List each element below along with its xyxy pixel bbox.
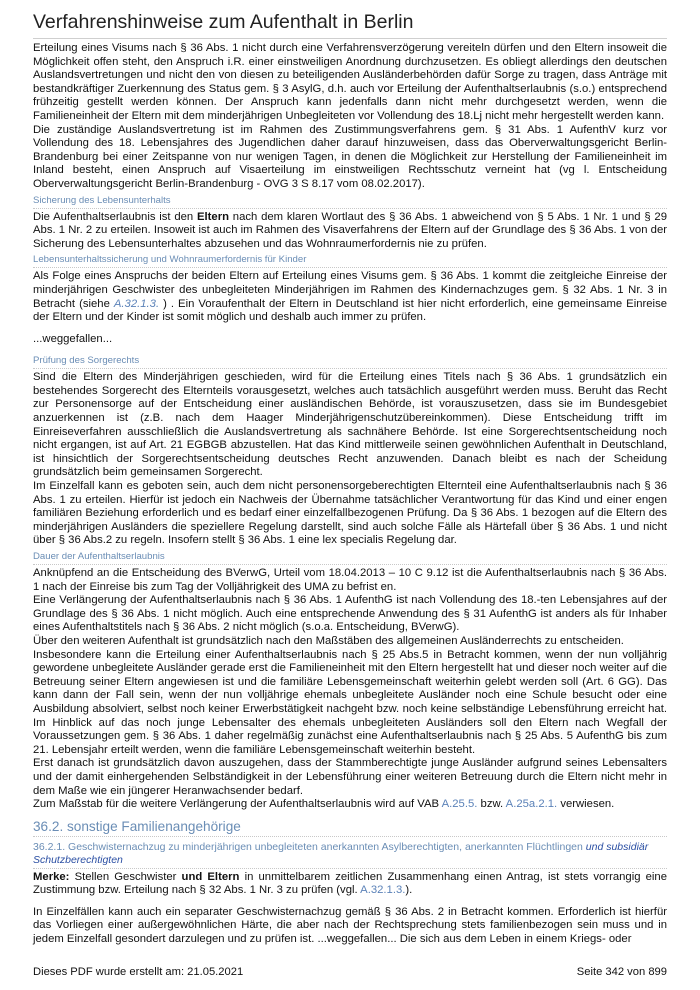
bold-text: Eltern <box>197 210 230 223</box>
merke-label: Merke: <box>33 870 70 883</box>
dauer-paragraph-5: Erst danach ist grundsätzlich davon auszugehen, dass der Stammberechtigte junge Ausländer aufgrund seines Lebensalters und der damit einhergehenden Selbständigkeit in der Lebensführung einer weiteren Betreuung durch die Eltern nicht mehr in dem Maße wie ein jüngerer Heranwachsender bedarf. <box>33 757 667 797</box>
dauer-paragraph-4: Insbesondere kann die Erteilung einer Aufenthaltserlaubnis nach § 25 Abs.5 in Betracht kommen, wenn der nun volljährig gewordene unbegleitete Ausländer gerade erst die Familieneinheit mit den Eltern hergestellt hat und dieser noch weiter auf die Betreuung seiner Eltern angewiesen ist und die familiäre Lebensgemeinschaft weiterhin gelebt werden soll (Art. 6 GG). Das kann dann der Fall sein, wenn der nun volljährige ehemals unbegleitete Ausländer noch eine Schule besucht oder eine Ausbildung absolviert, selbst noch keiner Erwerbstätigkeit nachgeht bzw. noch keine selbständige Lebensführung erreicht hat. Im Hinblick auf das noch junge Lebensalter des ehemals unbegleiteten Ausländers soll den Eltern nach Wegfall der Voraussetzungen gem. § 36 Abs. 1 daher regelmäßig zunächst eine Aufenthaltserlaubnis nach § 25 Abs. 5 AufenthG bis zum 21. Lebensjahr erteilt werden, wenn die familiäre Lebensgemeinschaft weiterhin besteht. <box>33 648 667 756</box>
geschwister-paragraph: In Einzelfällen kann auch ein separater Geschwisternachzug gemäß § 36 Abs. 2 in Betracht kommen. Erforderlich ist hierfür das Vorliegen einer außergewöhnlichen Härte, die aber nach der Rechtsprechung stets familienbezogen sein muss und in jedem Einzelfall gesondert darzulegen und zu prüfen ist. ...weggefallen... Die sich aus dem Leben in einem Kriegs- oder <box>33 905 667 946</box>
section-heading-kinder: Lebensunterhaltssicherung und Wohnraumerfordernis für Kinder <box>33 254 307 266</box>
section-divider <box>33 208 667 209</box>
section-divider <box>33 868 667 869</box>
dauer-paragraph-3: Über den weiteren Aufenthalt ist grundsätzlich nach den Maßstäben des allgemeinen Ausländerrechts zu entscheiden. <box>33 634 624 647</box>
removed-note: ...weggefallen... <box>33 332 113 345</box>
link-a-32-1-3[interactable]: A.32.1.3. <box>113 297 160 310</box>
dauer-paragraph-6 <box>33 798 667 812</box>
spacer <box>33 898 667 906</box>
text-run: bzw. <box>477 798 506 811</box>
link-a-25-5[interactable]: A.25.5. <box>441 798 478 811</box>
page-title: Verfahrenshinweise zum Aufenthalt in Berlin <box>33 11 414 33</box>
dauer-paragraph-1: Anknüpfend an die Entscheidung des BVerwG, Urteil vom 18.04.2013 – 10 C 9.12 ist die Aufenthaltserlaubnis nach § 36 Abs. 1 nach der Einreise bis zum Tag der Volljährigkeit des UMA zu befrist en. <box>33 567 667 593</box>
section-heading-lebensunterhalt: Sicherung des Lebensunterhalts <box>33 194 171 206</box>
text-run: Stellen Geschwister <box>69 870 182 883</box>
section-heading-sorgerecht: Prüfung des Sorgerechts <box>33 355 140 367</box>
text-run: Zum Maßstab für die weitere Verlängerung der Aufenthaltserlaubnis wird auf VAB <box>33 798 442 811</box>
spacer <box>33 346 667 352</box>
kinder-paragraph <box>33 270 667 324</box>
link-a-32-1-3[interactable]: A.32.1.3. <box>360 884 406 897</box>
section-divider <box>33 267 667 268</box>
subsection-heading-36-2-1 <box>33 841 667 867</box>
text-run: in unmittelbarem zeitlichen Zusammenhang einen Antrag, ist stets vorrangig eine Zustimmung bzw. Erteilung nach § 32 Abs. 1 Nr. 3 zu prüfen (vgl. <box>33 870 667 897</box>
text-run: Als Folge eines Anspruchs der beiden Eltern auf Erteilung eines Visums gem. § 36 Abs. 1 kommt die zeitgleiche Einreise der minderjährigen Geschwister des unbegleiteten Minderjährigen im Rahmen des Kindernachzuges gem. § 32 Abs. 1 Nr. 3 in Betracht (siehe <box>33 270 667 310</box>
text-run: nach dem klaren Wortlaut des § 36 Abs. 1 abweichend von § 5 Abs. 1 Nr. 1 und § 29 Abs. 1 Nr. 2 zu erteilen. Insoweit ist auch im Rahmen des Visaverfahrens der Eltern auf der Grundlage des § 36 Abs. 1 von der Sicherung des Lebensunterhaltes abzusehen und das Wohnraumerfordernis nie zu prüfen. <box>33 210 667 250</box>
section-divider <box>33 836 667 837</box>
bold-text: und Eltern <box>181 870 240 883</box>
link-a-25a-2-1[interactable]: A.25a.2.1. <box>505 798 558 811</box>
text-run: ) . Ein Voraufenthalt der Eltern in Deutschland ist hier nicht erforderlich, eine gemeinsame Einreise der Eltern und der Kinder ist somit möglich und deshalb auch immer zu prüfen. <box>33 297 667 324</box>
page-number: Seite 342 von 899 <box>576 966 667 978</box>
text-run: verwiesen. <box>557 798 615 811</box>
sorgerecht-paragraph-2: Im Einzelfall kann es geboten sein, auch dem nicht personensorgeberechtigten Elternteil eine Aufenthaltserlaubnis nach § 36 Abs. 1 zu erteilen. Hierfür ist jedoch ein Nachweis der Übernahme tatsächlicher Verantwortung für das Kind und einer engen familiären Beziehung erforderlich und es bedarf einer einzelfallbezogenen Prüfung. Da § 36 Abs. 1 bezogen auf die Eltern des minderjährigen Ausländers die speziellere Regelung darstellt, sind auch solche Fälle als Härtefall über § 36 Abs. 1 und nicht über § 36 Abs.2 zu regeln. Insofern stellt § 36 Abs. 1 eine lex specialis Regelung dar. <box>33 480 667 547</box>
sorgerecht-paragraph-1: Sind die Eltern des Minderjährigen geschieden, wird für die Erteilung eines Titels nach § 36 Abs. 1 grundsätzlich ein bestehendes Sorgerecht des Elternteils vorausgesetzt, welches auch tatsächlich ausgeführt werden muss. Beruht das Recht zur Personensorge auf der Entscheidung einer ausländischen Behörde, ist vorauszusetzen, dass sie im Bundesgebiet anzuerkennen ist (z.B. nach dem Haager Minderjährigenschutzübereinkommen). Diese Entscheidung trifft im Einreiseverfahren ausschließlich die Auslandsvertretung als sachnähere Behörde. Ist eine Sorgerechtsentscheidung noch nicht ergangen, ist auf Art. 21 EGBGB abzustellen. Hat das Kind mittlerweile seinen gewöhnlichen Aufenthalt in Deutschland, ist hinsichtlich der Sorgerechtsentscheidung deutsches Recht anzuwenden. Danach bleibt es nach der Scheidung grundsätzlich beim gemeinsamen Sorgerecht. <box>33 371 667 479</box>
section-divider <box>33 564 667 565</box>
document-page <box>33 10 667 947</box>
italic-text: und subsidiär Schutzberechtigten <box>33 840 649 866</box>
text-run: ). <box>405 884 413 897</box>
section-heading-dauer: Dauer der Aufenthaltserlaubnis <box>33 551 165 562</box>
merke-paragraph <box>33 871 667 898</box>
created-date: Dieses PDF wurde erstellt am: 21.05.2021 <box>33 966 244 978</box>
dauer-paragraph-2: Eine Verlängerung der Aufenthaltserlaubnis nach § 36 Abs. 1 AufenthG ist nach Vollendung des 18.-ten Lebensjahres auf der Grundlage des § 36 Abs. 1 nicht möglich. Auch eine entsprechende Anwendung des § 31 AufenthG ist anders als für Inhaber eines Aufenthaltstitels nach § 36 Abs. 2 nicht möglich (s.o.a. Entscheidung, BVerwG). <box>33 594 667 634</box>
text-run: Die Aufenthaltserlaubnis ist den <box>33 210 197 223</box>
intro-paragraph-1: Erteilung eines Visums nach § 36 Abs. 1 nicht durch eine Verfahrensverzögerung vereiteln dürfen und den Eltern insoweit die Möglichkeit offen steht, den Anspruch i.R. einer einstweiligen Anordnung durchzusetzen. Es obliegt allerdings den deutschen Auslandsvertretungen und nicht den von diesen zu beteiligenden Ausländerbehörden dafür Sorge zu tragen, dass Anträge mit bestandkräftiger Zuerkennung des Status gem. § 3 AsylG, d.h. auch vor Erteilung der Aufenthaltserlaubnis (s.o.) entsprechend frühzeitig gestellt werden können. Der Anspruch kann jedenfalls dann nicht mehr durchgesetzt werden, wenn die Familieneinheit der Eltern mit dem minderjährigen Unbegleiteten vor Vollendung des 18.Lj nicht mehr hergestellt werden kann. <box>33 42 667 122</box>
section-heading-36-2: 36.2. sonstige Familienangehörige <box>33 818 241 834</box>
intro-paragraph-2: Die zuständige Auslandsvertretung ist im Rahmen des Zustimmungsverfahrens gem. § 31 Abs. 1 AufenthV kurz vor Vollendung des 18. Lebensjahres des Jugendlichen daher darauf hinzuweisen, dass das Oberverwaltungsgericht Berlin-Brandenburg bei einer Zeitspanne von nur wenigen Tagen, in denen die Möglichkeit zur Herstellung der Familieneinheit im Inland besteht, einen Anspruch auf Visaerteilung im einstweiligen Rechtsschutz verneint hat (vg l. Entscheidung Oberverwaltungsgericht Berlin-Brandenburg - OVG 3 S 8.17 vom 08.02.2017). <box>33 123 667 190</box>
text-run: 36.2.1. Geschwisternachzug zu minderjährigen unbegleiteten anerkannten Asylberechtigten, anerkannten Flüchtlingen <box>33 840 586 853</box>
title-divider <box>33 38 667 39</box>
section-divider <box>33 368 667 369</box>
page-footer <box>33 965 667 979</box>
spacer <box>33 325 667 333</box>
lebensunterhalt-paragraph <box>33 211 667 252</box>
